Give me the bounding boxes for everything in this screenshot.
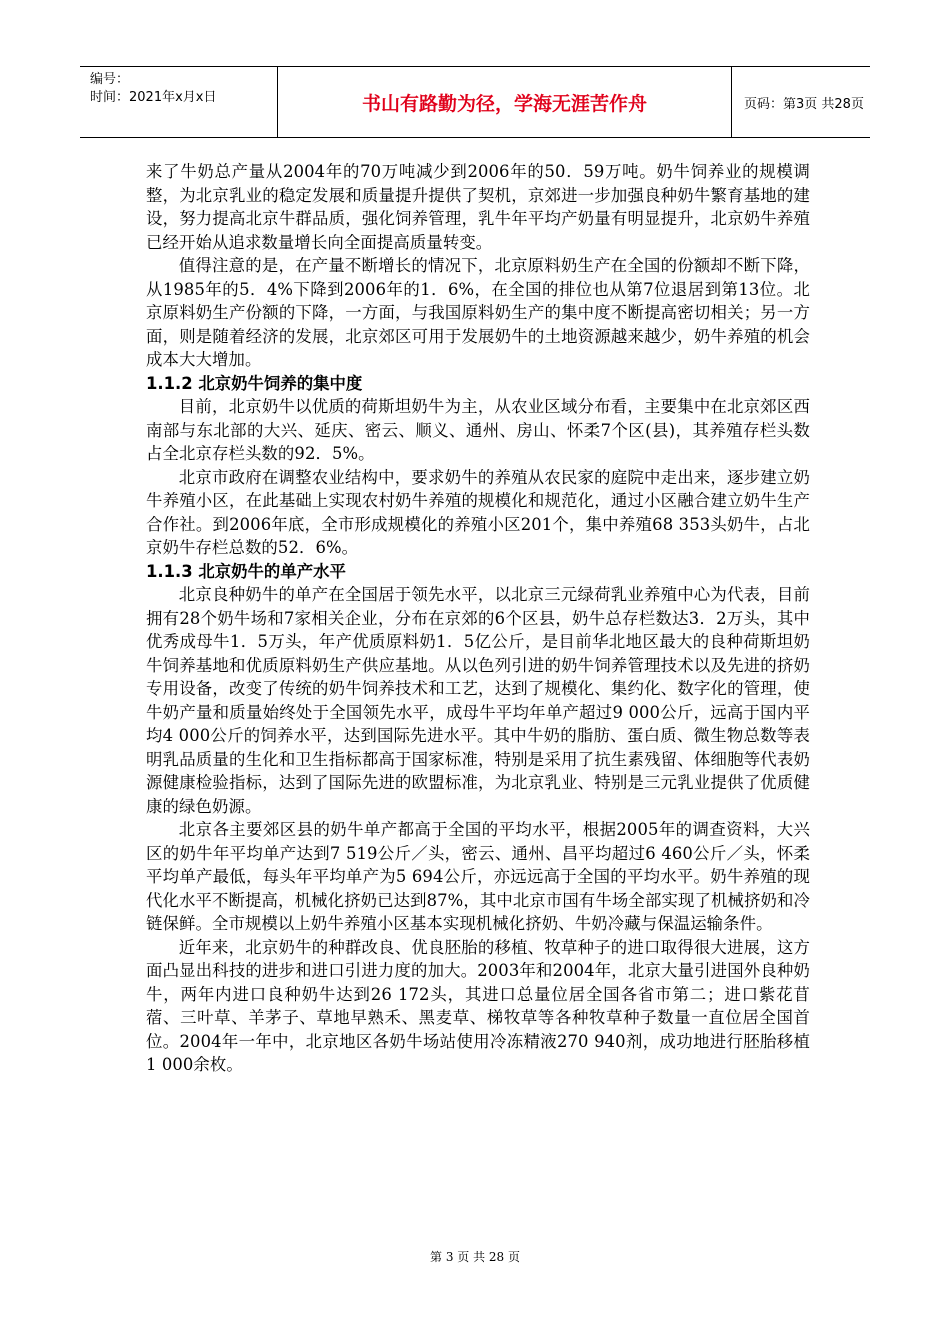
- document-body: [146, 160, 810, 1077]
- paragraph: 北京良种奶牛的单产在全国居于领先水平，以北京三元绿荷乳业养殖中心为代表，目前拥有28个奶牛场和7家相关企业，分布在京郊的6个区县，奶牛总存栏数达3．2万头，其中优秀成母牛1．5万头，年产优质原料奶1．5亿公斤，是目前华北地区最大的良种荷斯坦奶牛饲养基地和优质原料奶生产供应基地。从以色列引进的奶牛饲养管理技术以及先进的挤奶专用设备，改变了传统的奶牛饲养技术和工艺，达到了规模化、集约化、数字化的管理，使牛奶产量和质量始终处于全国领先水平，成母牛平均年单产超过9 000公斤，远高于国内平均4 000公斤的饲养水平，达到国际先进水平。其中牛奶的脂肪、蛋白质、微生物总数等表明乳品质量的生化和卫生指标都高于国家标准，特别是采用了抗生素残留、体细胞等代表奶源健康检验指标，达到了国际先进的欧盟标准，为北京乳业、特别是三元乳业提供了优质健康的绿色奶源。: [146, 585, 810, 816]
- header-motto: 书山有路勤为径，学海无涯苦作舟: [278, 67, 732, 137]
- paragraph: 北京各主要郊区县的奶牛单产都高于全国的平均水平，根据2005年的调查资料，大兴区的奶牛年平均单产达到7 519公斤／头，密云、通州、昌平均超过6 460公斤／头，怀柔平均单产最低，每头年平均单产为5 694公斤，亦远远高于全国的平均水平。奶牛养殖的现代化水平不断提高，机械化挤奶已达到87%，其中北京市国有牛场全部实现了机械挤奶和冷链保鲜。全市规模以上奶牛养殖小区基本实现机械化挤奶、牛奶冷藏与保温运输条件。: [146, 820, 810, 933]
- header-meta: [80, 67, 278, 137]
- header-page-info: 页码：第3页 共28页: [744, 96, 864, 112]
- paragraph: 目前，北京奶牛以优质的荷斯坦奶牛为主，从农业区域分布看，主要集中在北京郊区西南部与东北部的大兴、延庆、密云、顺义、通州、房山、怀柔7个区(县)，其养殖存栏头数占全北京存栏头数的92．5%。: [146, 397, 810, 463]
- page-header: [80, 66, 870, 138]
- document-number: 编号：: [90, 72, 130, 87]
- section-heading: 1.1.2 北京奶牛饲养的集中度: [146, 373, 363, 393]
- document-date: 时间：2021年x月x日: [90, 90, 217, 105]
- paragraph: 北京市政府在调整农业结构中，要求奶牛的养殖从农民家的庭院中走出来，逐步建立奶牛养殖小区，在此基础上实现农村奶牛养殖的规模化和规范化，通过小区融合建立奶牛生产合作社。到2006年底，全市形成规模化的养殖小区201个，集中养殖68 353头奶牛，占北京奶牛存栏总数的52．6%。: [146, 467, 810, 557]
- page-footer: 第 3 页 共 28 页: [430, 1250, 520, 1264]
- paragraph: 值得注意的是，在产量不断增长的情况下，北京原料奶生产在全国的份额却不断下降，从1985年的5．4%下降到2006年的1．6%，在全国的排位也从第7位退居到第13位。北京原料奶生产份额的下降，一方面，与我国原料奶生产的集中度不断提高密切相关；另一方面，则是随着经济的发展，北京郊区可用于发展奶牛的土地资源越来越少，奶牛养殖的机会成本大大增加。: [146, 256, 810, 369]
- paragraph: 来了牛奶总产量从2004年的70万吨减少到2006年的50．59万吨。奶牛饲养业的规模调整，为北京乳业的稳定发展和质量提升提供了契机，京郊进一步加强良种奶牛繁育基地的建设，努力提高北京牛群品质，强化饲养管理，乳牛年平均产奶量有明显提升，北京奶牛养殖已经开始从追求数量增长向全面提高质量转变。: [146, 162, 810, 252]
- section-heading: 1.1.3 北京奶牛的单产水平: [146, 561, 346, 581]
- paragraph: 近年来，北京奶牛的种群改良、优良胚胎的移植、牧草种子的进口取得很大进展，这方面凸显出科技的进步和进口引进力度的加大。2003年和2004年，北京大量引进国外良种奶牛，两年内进口良种奶牛达到26 172头，其进口总量位居全国各省市第二；进口紫花苜蓿、三叶草、羊茅子、草地早熟禾、黑麦草、梯牧草等各种牧草种子数量一直位居全国首位。2004年一年中，北京地区各奶牛场站使用冷冻精液270 940剂，成功地进行胚胎移植1 000余枚。: [146, 937, 810, 1074]
